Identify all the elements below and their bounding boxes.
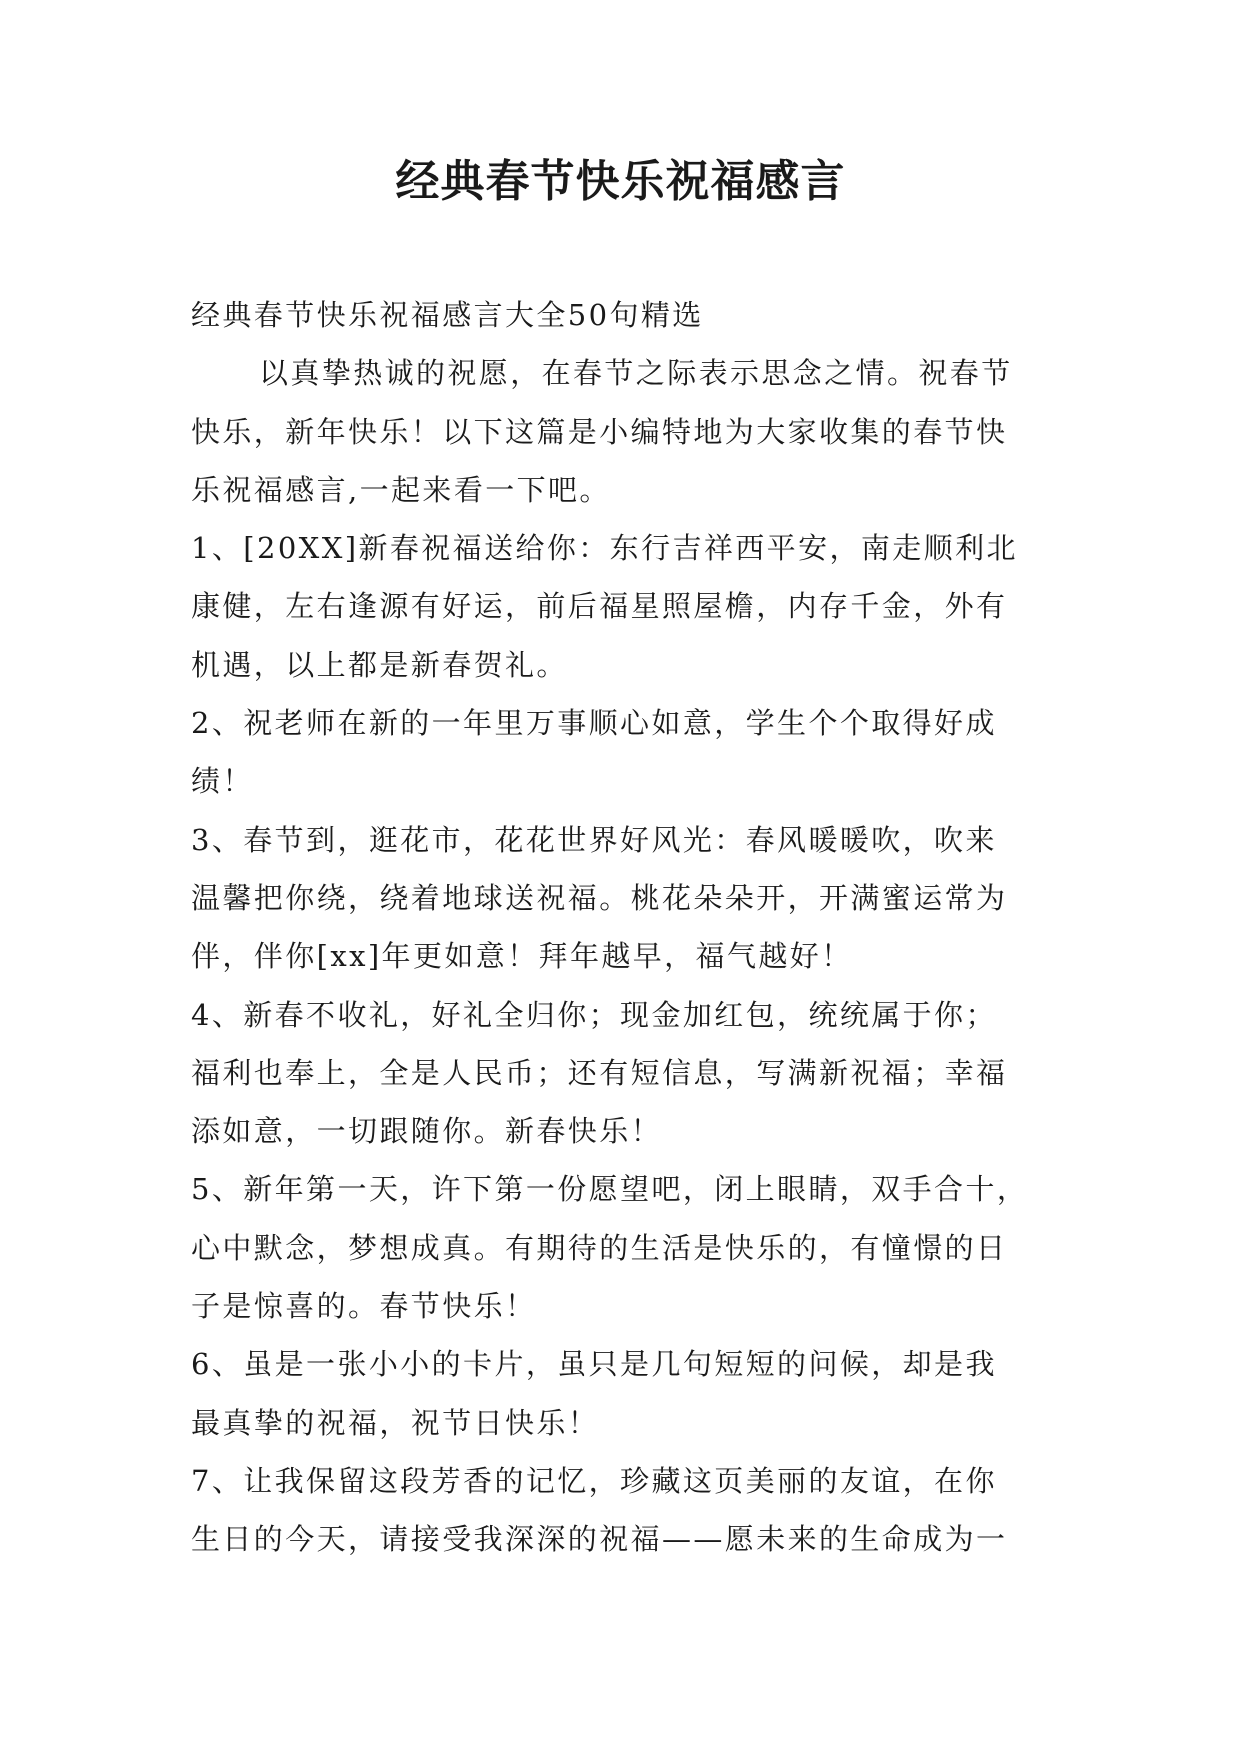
paragraph-line: 2、祝老师在新的一年里万事顺心如意，学生个个取得好成: [191, 706, 997, 741]
paragraph-line: 心中默念，梦想成真。有期待的生活是快乐的，有憧憬的日: [191, 1230, 1008, 1265]
paragraph-line: 最真挚的祝福，祝节日快乐！: [191, 1405, 600, 1440]
intro-line: 快乐，新年快乐！以下这篇是小编特地为大家收集的春节快: [191, 414, 1008, 449]
document-body: [191, 286, 1061, 1569]
paragraph-line: 生日的今天，请接受我深深的祝福——愿未来的生命成为一: [191, 1522, 1008, 1557]
paragraph-line: 3、春节到，逛花市，花花世界好风光：春风暖暖吹，吹来: [191, 822, 997, 857]
paragraph-line: 子是惊喜的。春节快乐！: [191, 1289, 537, 1324]
paragraph-line: 1、[20XX]新春祝福送给你：东行吉祥西平安，南走顺利北: [191, 531, 1018, 566]
paragraph-line: 机遇，以上都是新春贺礼。: [191, 647, 568, 682]
document-title: 经典春节快乐祝福感言: [395, 156, 846, 207]
intro-line: 乐祝福感言,一起来看一下吧。: [191, 472, 611, 507]
paragraph-line: 伴，伴你[xx]年更如意！拜年越早，福气越好！: [191, 939, 853, 974]
paragraph-line: 绩！: [191, 764, 254, 799]
paragraph-line: 4、新春不收礼，好礼全归你；现金加红包，统统属于你；: [191, 997, 997, 1032]
paragraph-line: 添如意，一切跟随你。新春快乐！: [191, 1114, 663, 1149]
paragraph-line: 温馨把你绕，绕着地球送祝福。桃花朵朵开，开满蜜运常为: [191, 880, 1008, 915]
paragraph-line: 7、让我保留这段芳香的记忆，珍藏这页美丽的友谊，在你: [191, 1463, 997, 1498]
subtitle-line: 经典春节快乐祝福感言大全50句精选: [191, 298, 704, 332]
intro-line: 以真挚热诚的祝愿，在春节之际表示思念之情。祝春节: [259, 356, 1013, 391]
paragraph-line: 福利也奉上，全是人民币；还有短信息，写满新祝福；幸福: [191, 1055, 1008, 1090]
paragraph-line: 康健，左右逢源有好运，前后福星照屋檐，内存千金，外有: [191, 589, 1008, 624]
paragraph-line: 6、虽是一张小小的卡片，虽只是几句短短的问候，却是我: [191, 1347, 997, 1382]
paragraph-line: 5、新年第一天，许下第一份愿望吧，闭上眼睛，双手合十，: [191, 1172, 1029, 1207]
